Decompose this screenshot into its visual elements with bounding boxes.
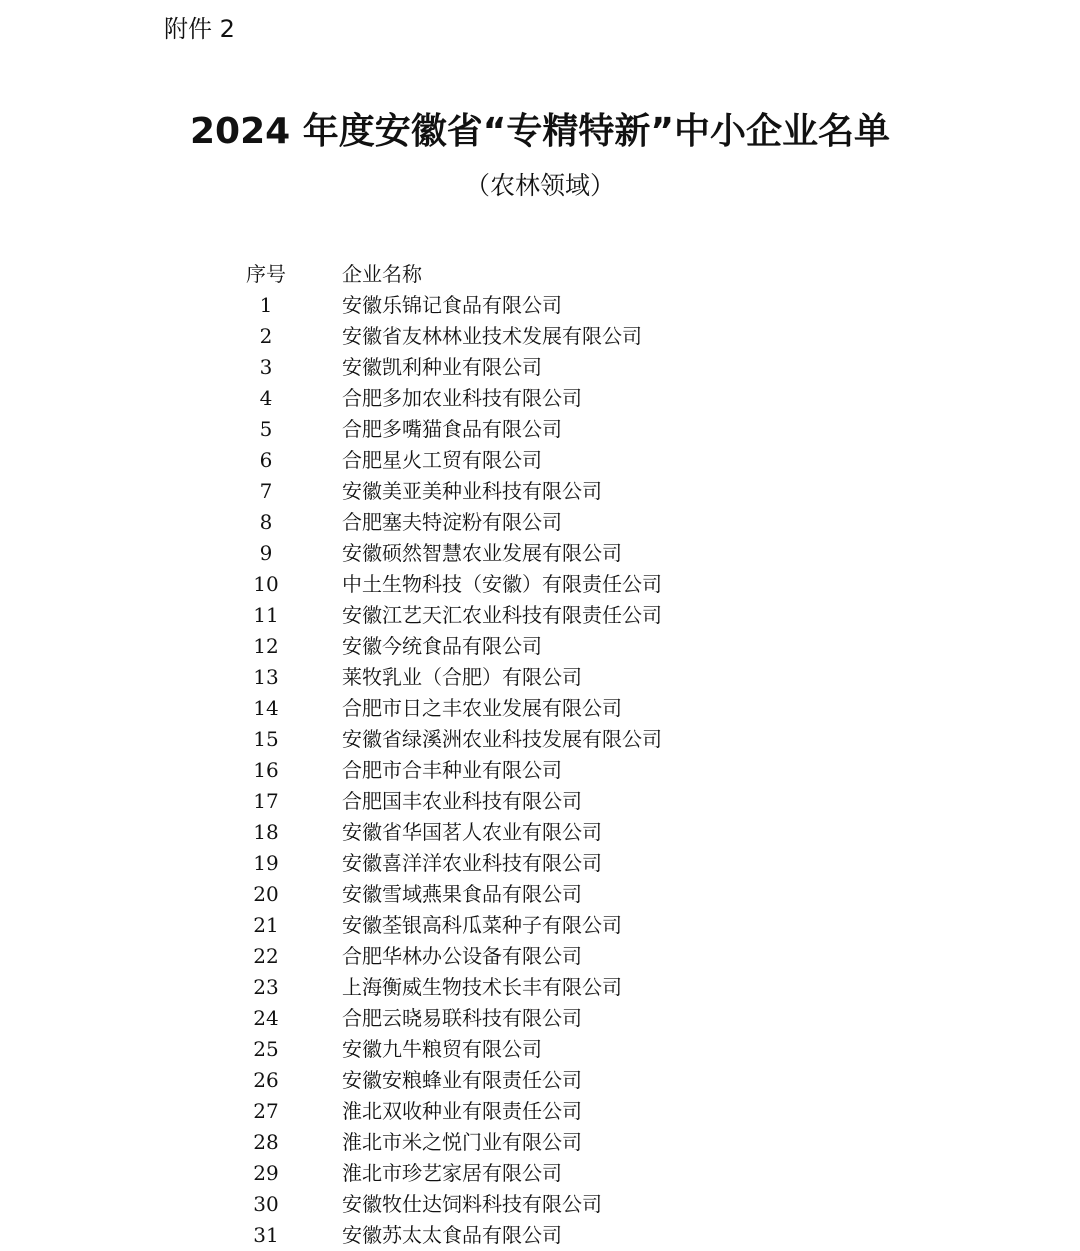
company-name: 安徽省友林林业技术发展有限公司 (342, 324, 642, 348)
company-name: 安徽牧仕达饲料科技有限公司 (342, 1192, 602, 1216)
company-name: 安徽硕然智慧农业发展有限公司 (342, 541, 622, 565)
table-row (228, 817, 828, 848)
table-header (228, 259, 828, 290)
table-row (228, 1034, 828, 1065)
row-index: 5 (259, 417, 273, 441)
row-index: 16 (253, 758, 279, 782)
company-name: 安徽九牛粮贸有限公司 (342, 1037, 542, 1061)
table-row (228, 755, 828, 786)
row-index: 20 (253, 882, 279, 906)
company-name: 安徽凯利种业有限公司 (342, 355, 542, 379)
table-row (228, 879, 828, 910)
table-body (228, 290, 828, 1251)
company-name: 上海衡威生物技术长丰有限公司 (342, 975, 622, 999)
row-index: 30 (253, 1192, 279, 1216)
company-name: 安徽乐锦记食品有限公司 (342, 293, 562, 317)
table-row (228, 1096, 828, 1127)
row-index: 9 (259, 541, 273, 565)
company-name: 合肥国丰农业科技有限公司 (342, 789, 582, 813)
company-name: 合肥华林办公设备有限公司 (342, 944, 582, 968)
table-row (228, 1189, 828, 1220)
row-index: 17 (253, 789, 279, 813)
row-index: 2 (259, 324, 273, 348)
company-name: 安徽美亚美种业科技有限公司 (342, 479, 602, 503)
company-name: 合肥云晓易联科技有限公司 (342, 1006, 582, 1030)
company-name: 合肥市日之丰农业发展有限公司 (342, 696, 622, 720)
row-index: 1 (259, 293, 273, 317)
company-name: 中土生物科技（安徽）有限责任公司 (342, 572, 662, 596)
table-row (228, 1065, 828, 1096)
company-name: 安徽喜洋洋农业科技有限公司 (342, 851, 602, 875)
table-row (228, 476, 828, 507)
row-index: 7 (259, 479, 273, 503)
row-index: 24 (253, 1006, 279, 1030)
row-index: 14 (253, 696, 279, 720)
table-row (228, 445, 828, 476)
company-name: 安徽省华国茗人农业有限公司 (342, 820, 602, 844)
row-index: 12 (253, 634, 279, 658)
company-name: 淮北双收种业有限责任公司 (342, 1099, 582, 1123)
company-name: 安徽荃银高科瓜菜种子有限公司 (342, 913, 622, 937)
company-name: 合肥市合丰种业有限公司 (342, 758, 562, 782)
row-index: 13 (253, 665, 279, 689)
table-row (228, 693, 828, 724)
table-row (228, 631, 828, 662)
company-name: 合肥多加农业科技有限公司 (342, 386, 582, 410)
enterprise-list (228, 259, 828, 1251)
table-row (228, 414, 828, 445)
company-name: 安徽雪域燕果食品有限公司 (342, 882, 582, 906)
table-row (228, 321, 828, 352)
row-index: 11 (253, 603, 279, 627)
row-index: 26 (253, 1068, 279, 1092)
table-row (228, 600, 828, 631)
row-index: 15 (253, 727, 279, 751)
row-index: 6 (259, 448, 273, 472)
row-index: 23 (253, 975, 279, 999)
company-name: 合肥星火工贸有限公司 (342, 448, 542, 472)
table-row (228, 662, 828, 693)
table-row (228, 1127, 828, 1158)
table-row (228, 724, 828, 755)
table-row (228, 352, 828, 383)
table-row (228, 1158, 828, 1189)
document-subtitle: （农林领域） (464, 171, 615, 200)
row-index: 19 (253, 851, 279, 875)
row-index: 22 (253, 944, 279, 968)
row-index: 31 (253, 1223, 279, 1247)
company-name-column-header: 企业名称 (342, 262, 422, 286)
table-row (228, 507, 828, 538)
table-row (228, 972, 828, 1003)
company-name: 淮北市米之悦门业有限公司 (342, 1130, 582, 1154)
index-column-header: 序号 (246, 262, 286, 286)
company-name: 莱牧乳业（合肥）有限公司 (342, 665, 582, 689)
row-index: 18 (253, 820, 279, 844)
company-name: 安徽安粮蜂业有限责任公司 (342, 1068, 582, 1092)
company-name: 安徽今统食品有限公司 (342, 634, 542, 658)
row-index: 8 (259, 510, 273, 534)
row-index: 21 (253, 913, 279, 937)
row-index: 10 (253, 572, 279, 596)
table-row (228, 538, 828, 569)
table-row (228, 786, 828, 817)
table-row (228, 910, 828, 941)
company-name: 安徽苏太太食品有限公司 (342, 1223, 562, 1247)
company-name: 淮北市珍艺家居有限公司 (342, 1161, 562, 1185)
company-name: 合肥塞夫特淀粉有限公司 (342, 510, 562, 534)
row-index: 4 (259, 386, 273, 410)
table-row (228, 848, 828, 879)
table-row (228, 383, 828, 414)
attachment-label: 附件 2 (164, 15, 235, 43)
table-row (228, 290, 828, 321)
company-name: 合肥多嘴猫食品有限公司 (342, 417, 562, 441)
row-index: 28 (253, 1130, 279, 1154)
table-row (228, 1220, 828, 1251)
row-index: 27 (253, 1099, 279, 1123)
row-index: 25 (253, 1037, 279, 1061)
company-name: 安徽江艺天汇农业科技有限责任公司 (342, 603, 662, 627)
document-title: 2024 年度安徽省“专精特新”中小企业名单 (189, 111, 891, 152)
row-index: 29 (253, 1161, 279, 1185)
table-row (228, 1003, 828, 1034)
table-row (228, 941, 828, 972)
table-row (228, 569, 828, 600)
row-index: 3 (259, 355, 273, 379)
company-name: 安徽省绿溪洲农业科技发展有限公司 (342, 727, 662, 751)
